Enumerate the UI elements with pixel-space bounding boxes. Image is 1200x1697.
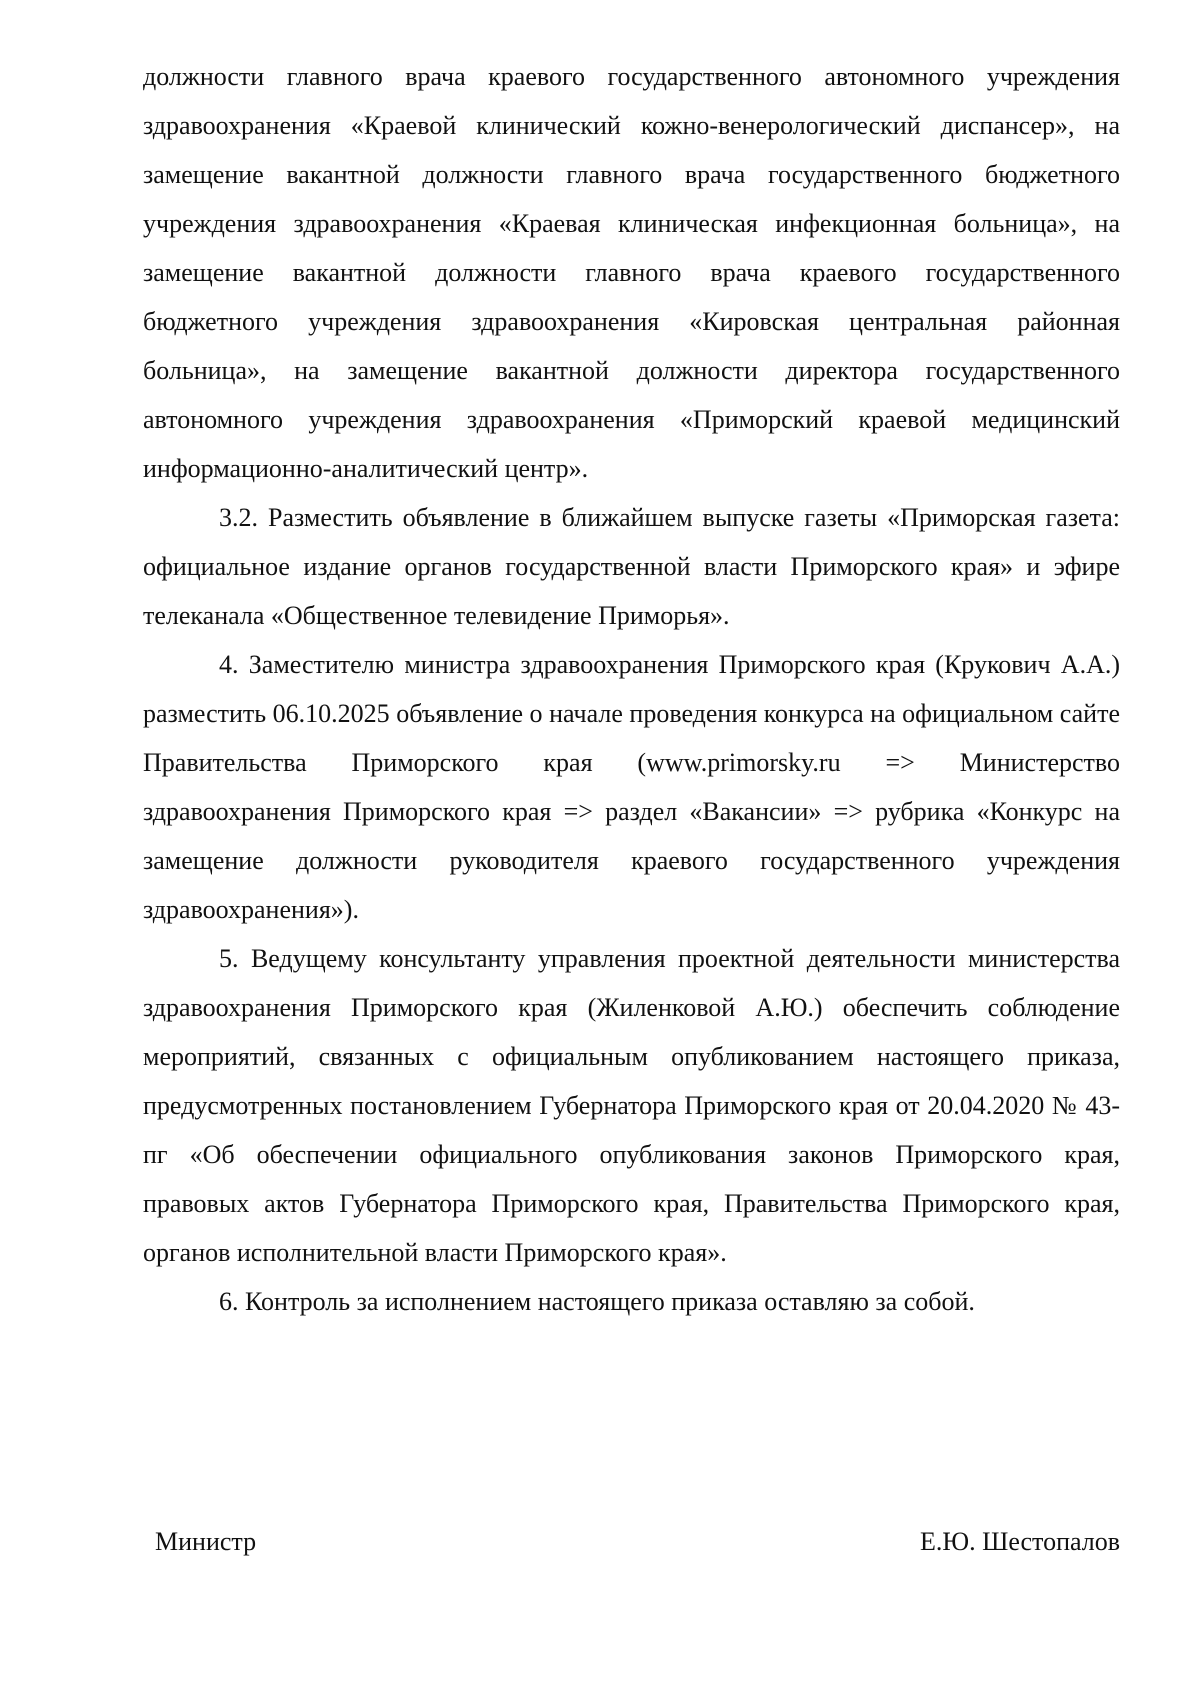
paragraph-4: 4. Заместителю министра здравоохранения Приморского края (Крукович А.А.) разместить 06.10.2025 объявление о начале проведения конкурса на официальном сайте Правительства Приморского края (www.primorsky.ru => Министерство здравоохранения Приморского края => раздел «Вакансии» => рубрика «Конкурс на замещение должности руководителя краевого государственного учреждения здравоохранения»). xyxy=(143,650,1120,924)
document-body xyxy=(143,52,1120,1326)
paragraph-5: 5. Ведущему консультанту управления проектной деятельности министерства здравоохранения Приморского края (Жиленковой А.Ю.) обеспечить соблюдение мероприятий, связанных с официальным опубликованием настоящего приказа, предусмотренных постановлением Губернатора Приморского края от 20.04.2020 № 43-пг «Об обеспечении официального опубликования законов Приморского края, правовых актов Губернатора Приморского края, Правительства Приморского края, органов исполнительной власти Приморского края». xyxy=(143,944,1120,1267)
paragraph-continuation: должности главного врача краевого государственного автономного учреждения здравоохранения «Краевой клинический кожно-венерологический диспансер», на замещение вакантной должности главного врача государственного бюджетного учреждения здравоохранения «Краевая клиническая инфекционная больница», на замещение вакантной должности главного врача краевого государственного бюджетного учреждения здравоохранения «Кировская центральная районная больница», на замещение вакантной должности директора государственного автономного учреждения здравоохранения «Приморский краевой медицинский информационно-аналитический центр». xyxy=(143,62,1120,483)
paragraph-6: 6. Контроль за исполнением настоящего приказа оставляю за собой. xyxy=(219,1287,975,1316)
signature-block xyxy=(155,1522,1120,1562)
signatory-title: Министр xyxy=(155,1527,257,1556)
signatory-name: Е.Ю. Шестопалов xyxy=(919,1527,1120,1556)
paragraph-3-2: 3.2. Разместить объявление в ближайшем выпуске газеты «Приморская газета: официальное издание органов государственной власти Приморского края» и эфире телеканала «Общественное телевидение Приморья». xyxy=(143,503,1120,630)
